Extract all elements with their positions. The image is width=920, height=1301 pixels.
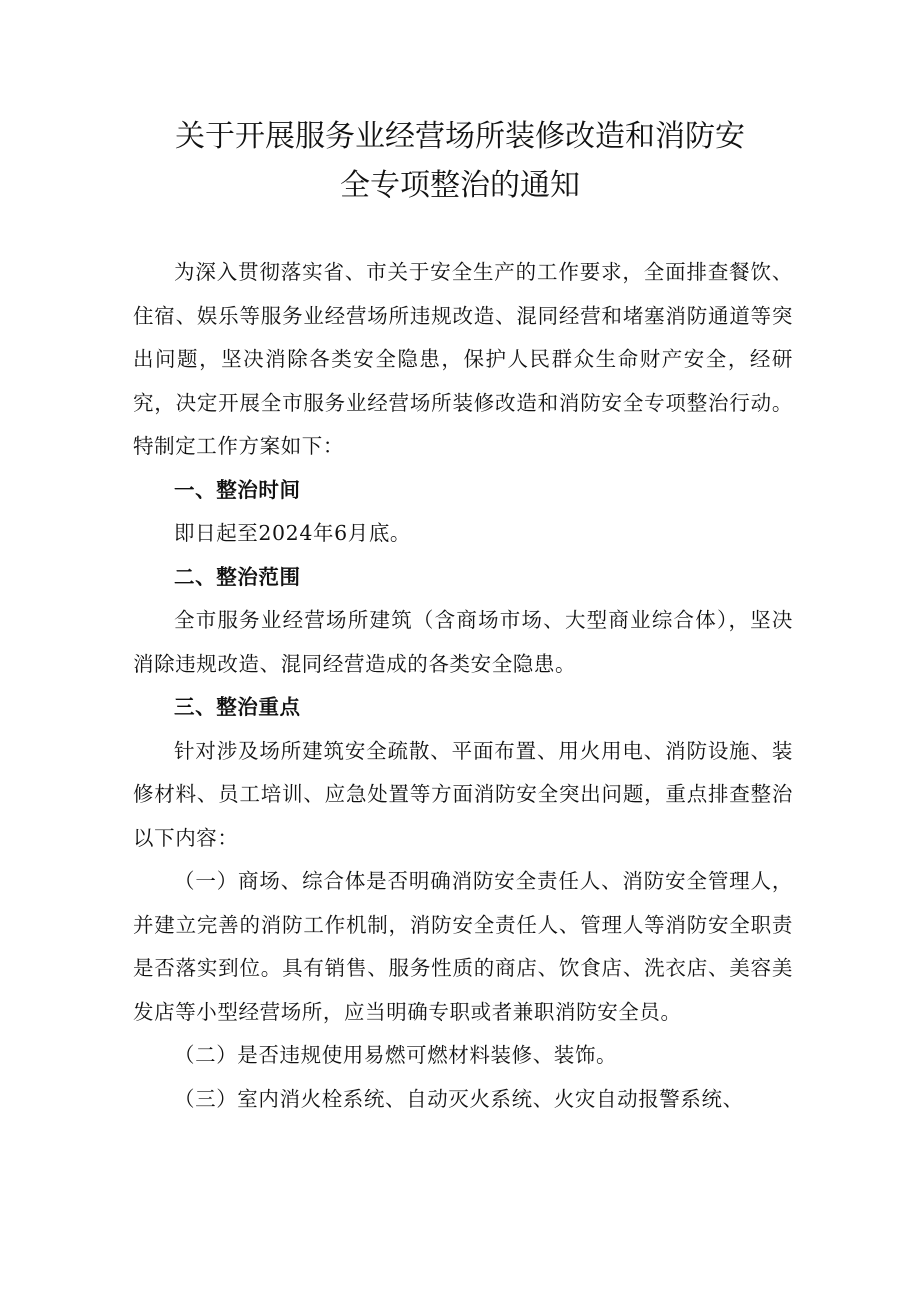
list-item-1: （一）商场、综合体是否明确消防安全责任人、消防安全管理人，并建立完善的消防工作机制，消防安全责任人、管理人等消防安全职责是否落实到位。具有销售、服务性质的商店、饮食店、洗衣店、美容美发店等小型经营场所，应当明确专职或者兼职消防安全员。 — [133, 869, 793, 1024]
document-title-line-1: 关于开展服务业经营场所装修改造和消防安 — [175, 119, 745, 154]
section-text-scope: 全市服务业经营场所建筑（含商场市场、大型商业综合体），坚决消除违规改造、混同经营造成的各类安全隐患。 — [133, 608, 793, 676]
list-item-2: （二）是否违规使用易燃可燃材料装修、装饰。 — [174, 1043, 618, 1067]
document-body — [133, 251, 793, 1121]
section-text-time: 即日起至2024年6月底。 — [174, 521, 412, 545]
section-text-focus: 针对涉及场所建筑安全疏散、平面布置、用火用电、消防设施、装修材料、员工培训、应急处置等方面消防安全突出问题，重点排查整治以下内容： — [133, 738, 793, 850]
section-heading-scope: 二、整治范围 — [174, 564, 301, 589]
section-heading-time: 一、整治时间 — [174, 477, 301, 502]
section-heading-focus: 三、整治重点 — [174, 695, 301, 719]
document-title-line-2: 全专项整治的通知 — [340, 168, 580, 203]
list-item-3: （三）室内消火栓系统、自动灭火系统、火灾自动报警系统、 — [174, 1086, 744, 1111]
intro-paragraph: 为深入贯彻落实省、市关于安全生产的工作要求，全面排查餐饮、住宿、娱乐等服务业经营场所违规改造、混同经营和堵塞消防通道等突出问题，坚决消除各类安全隐患，保护人民群众生命财产安全，经研究，决定开展全市服务业经营场所装修改造和消防安全专项整治行动。特制定工作方案如下： — [133, 260, 793, 458]
